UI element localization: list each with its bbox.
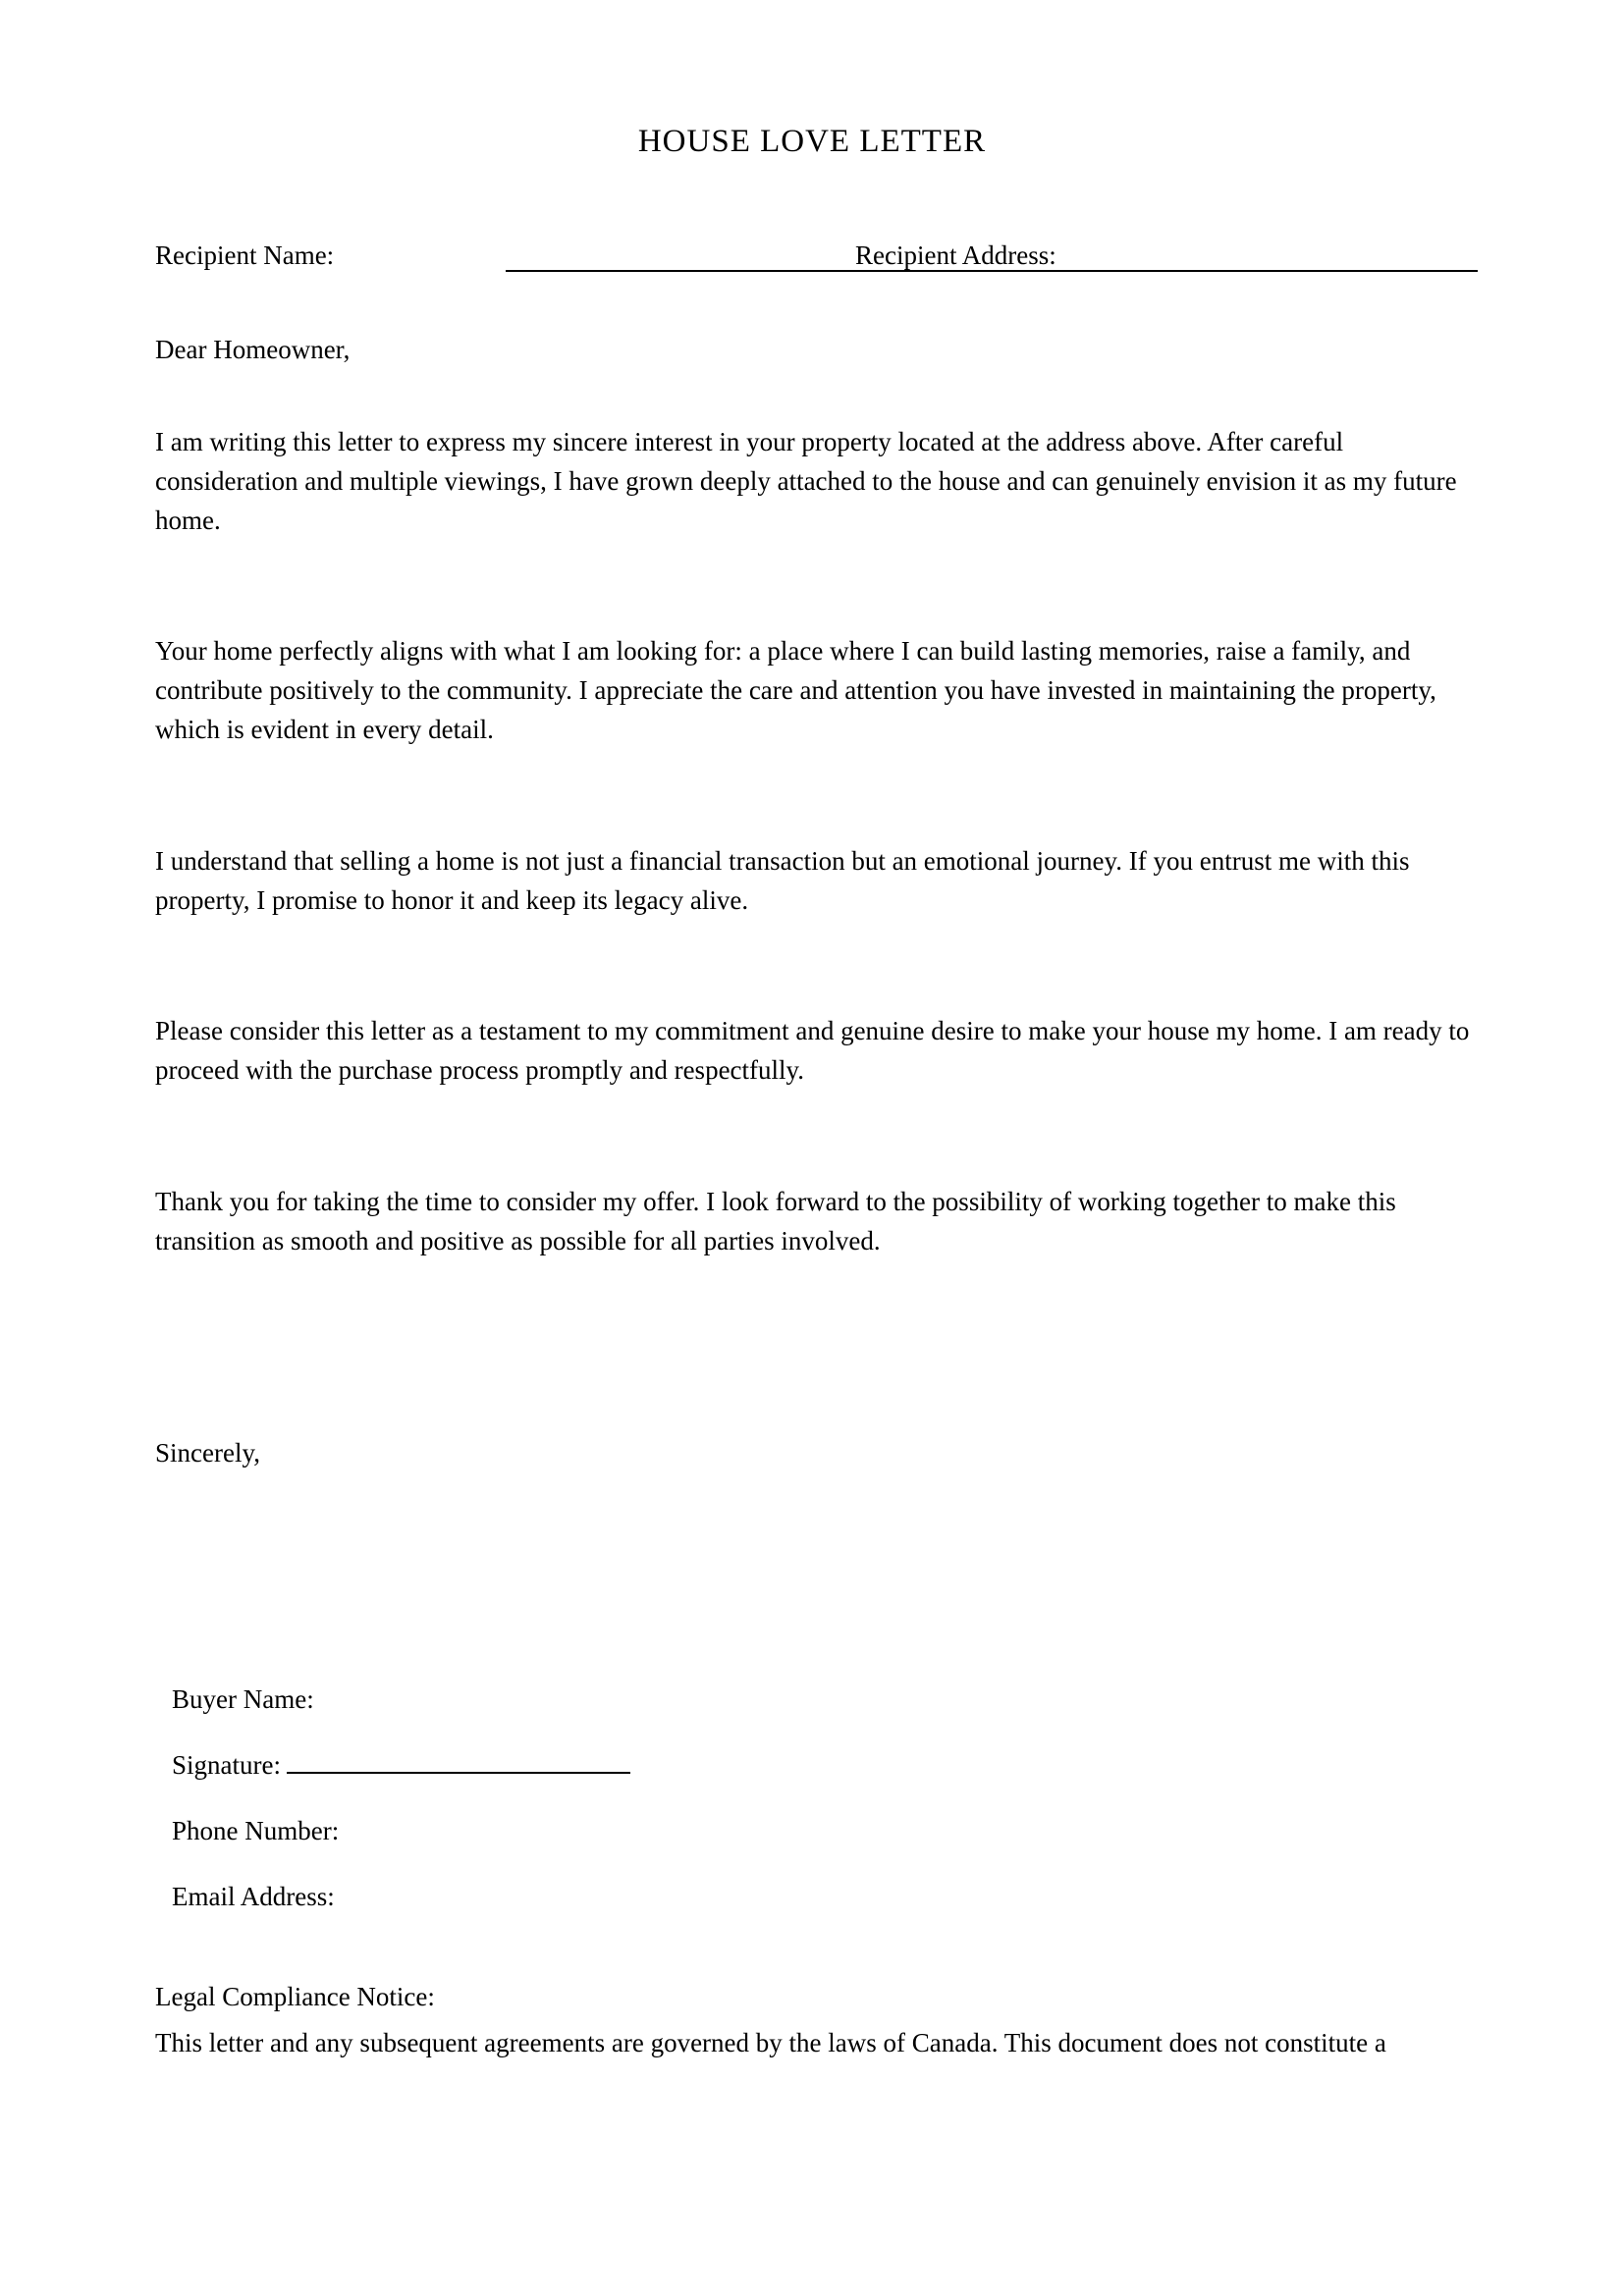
recipient-name-label: Recipient Name: [155,240,335,270]
body-paragraph-2: Your home perfectly aligns with what I am looking for: a place where I can build lasting memories, raise a family, and contribute positively to the community. I appreciate the care and attention you have invested in maintaining the property, which is evident in every detail. [155,636,1436,744]
body-paragraph-1: I am writing this letter to express my sincere interest in your property located at the address above. After careful consideration and multiple viewings, I have grown deeply attached to the house and can genuinely envision it as my future home. [155,427,1457,535]
signature-label: Signature: [172,1750,281,1780]
signature-row [172,1745,630,1785]
document-title: HOUSE LOVE LETTER [637,124,987,159]
phone-label: Phone Number: [172,1816,340,1845]
body-paragraph-5: Thank you for taking the time to consider my offer. I look forward to the possibility of working together to make this transition as smooth and positive as possible for all parties involved. [155,1187,1396,1255]
signature-line [287,1746,630,1774]
buyer-name-label: Buyer Name: [172,1684,314,1714]
email-label: Email Address: [172,1882,335,1911]
legal-heading: Legal Compliance Notice: [155,1982,435,2011]
body-paragraph-4: Please consider this letter as a testament to my commitment and genuine desire to make your house my home. I am ready to proceed with the purchase process promptly and respectfully. [155,1016,1470,1085]
recipient-address-label: Recipient Address: [855,240,1056,270]
body-paragraph-3: I understand that selling a home is not just a financial transaction but an emotional journey. If you entrust me with this property, I promise to honor it and keep its legacy alive. [155,846,1410,915]
salutation: Dear Homeowner, [155,335,351,364]
legal-text: This letter and any subsequent agreements are governed by the laws of Canada. This document does not constitute a [155,2028,1386,2057]
closing: Sincerely, [155,1438,260,1468]
